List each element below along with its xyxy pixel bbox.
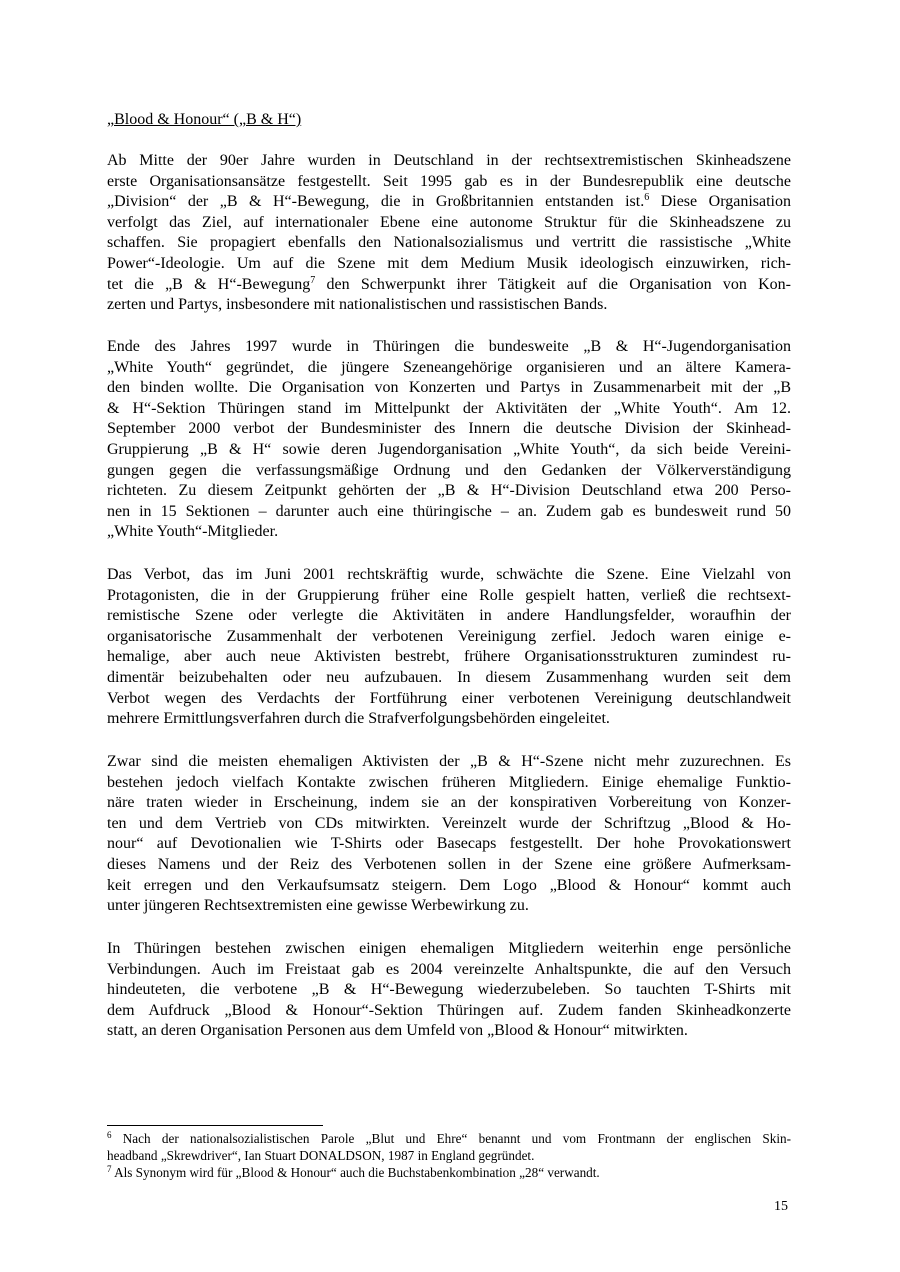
paragraph-4 (107, 752, 791, 917)
paragraph-line: hindeuteten, die verbotene „B & H“-Bewegung wiederzubeleben. So tauchten T-Shirts mit (107, 981, 791, 999)
paragraph-line: nour“ auf Devotionalien wie T-Shirts oder Basecaps festgestellt. Der hohe Provokationswert (107, 835, 791, 853)
paragraph-line: schaffen. Sie propagiert ebenfalls den Nationalsozialismus und vertritt die rassistische „White (107, 234, 791, 252)
paragraph-line: dieses Namens und der Reiz des Verbotenen sollen in der Szene eine größere Aufmerksam- (107, 855, 791, 873)
paragraph-line: dimentär beizubehalten oder neu aufzubauen. In diesem Zusammenhang wurden seit dem (107, 668, 791, 686)
line-text: „Division“ der „B & H“-Bewegung, die in Großbritannien entstanden ist. (107, 193, 645, 211)
paragraph-1 (107, 151, 791, 316)
footnote-7 (107, 1165, 791, 1182)
paragraph-line: Protagonisten, die in der Gruppierung früher eine Rolle gespielt hatten, verließ die rechtsext- (107, 586, 791, 604)
paragraph-line: ten und dem Vertrieb von CDs mitwirkten. Vereinzelt wurde der Schriftzug „Blood & Ho- (107, 814, 791, 832)
paragraph-line: bestehen jedoch vielfach Kontakte zwischen früheren Mitgliedern. Einige ehemalige Funktio- (107, 773, 791, 791)
paragraph-line: verfolgt das Ziel, auf internationaler Ebene eine autonome Struktur für die Skinheadszene zu (107, 213, 791, 231)
line-text: Diese Organisation (649, 193, 791, 211)
paragraph-line: keit erregen und den Verkaufsumsatz steigern. Dem Logo „Blood & Honour“ kommt auch (107, 876, 791, 894)
paragraph-line: gungen gegen die verfassungsmäßige Ordnung und den Gedanken der Völkerverständigung (107, 461, 791, 479)
footnote-text: Nach der nationalsozialistischen Parole „Blut und Ehre“ benannt und vom Frontmann der englischen Skin- (111, 1131, 791, 1146)
footnote-line (107, 1165, 791, 1182)
section-heading: „Blood & Honour“ („B & H“) (107, 111, 302, 128)
paragraph-line: Ende des Jahres 1997 wurde in Thüringen die bundesweite „B & H“-Jugendorganisation (107, 338, 791, 355)
footnote-line: headband „Skrewdriver“, Ian Stuart DONALDSON, 1987 in England gegründet. (107, 1147, 535, 1163)
footnote-number: 7 (107, 1164, 112, 1174)
paragraph-line: statt, an deren Organisation Personen aus dem Umfeld von „Blood & Honour“ mitwirkten. (107, 1022, 688, 1040)
paragraph-3 (107, 565, 791, 730)
paragraph-line: erste Organisationsansätze festgestellt. Seit 1995 gab es in der Bundesrepublik eine deutsche (107, 172, 791, 190)
paragraph-line: Das Verbot, das im Juni 2001 rechtskräftig wurde, schwächte die Szene. Eine Vielzahl von (107, 566, 791, 583)
paragraph-line: In Thüringen bestehen zwischen einigen ehemaligen Mitgliedern weiterhin enge persönliche (107, 940, 791, 957)
paragraph-line: „White Youth“-Mitglieder. (107, 523, 279, 541)
paragraph-line (107, 275, 791, 296)
paragraph-line: Gruppierung „B & H“ sowie deren Jugendorganisation „White Youth“, da sich beide Vereini- (107, 440, 791, 458)
paragraph-line: näre traten wieder in Erscheinung, indem sie an der konspirativen Vorbereitung von Konzer- (107, 794, 791, 812)
paragraph-line: organisatorische Zusammenhalt der verbotenen Vereinigung zerfiel. Jedoch waren einige e- (107, 627, 791, 645)
paragraph-line: unter jüngeren Rechtsextremisten eine gewisse Werbewirkung zu. (107, 897, 529, 915)
paragraph-line: September 2000 verbot der Bundesminister des Innern die deutsche Division der Skinhead- (107, 420, 791, 438)
footnote-separator (107, 1125, 323, 1126)
paragraph-line: richteten. Zu diesem Zeitpunkt gehörten der „B & H“-Division Deutschland etwa 200 Perso- (107, 482, 791, 500)
paragraph-line (107, 192, 791, 213)
paragraph-line: Ab Mitte der 90er Jahre wurden in Deutschland in der rechtsextremistischen Skinheadszene (107, 152, 791, 169)
line-text: tet die „B & H“-Bewegung (107, 275, 311, 293)
paragraph-line: hemalige, aber auch neue Aktivisten bestrebt, frühere Organisationsstrukturen zumindest ru- (107, 648, 791, 666)
paragraph-5 (107, 939, 791, 1042)
paragraph-line: Verbindungen. Auch im Freistaat gab es 2004 vereinzelte Anhaltspunkte, die auf den Versuch (107, 960, 791, 978)
footnote-number: 6 (107, 1130, 112, 1140)
paragraph-2 (107, 337, 791, 543)
paragraph-line: den binden wollte. Die Organisation von Konzerten und Partys in Zusammenarbeit mit der „B (107, 379, 791, 397)
paragraph-line: & H“-Sektion Thüringen stand im Mittelpunkt der Aktivitäten der „White Youth“. Am 12. (107, 399, 791, 417)
paragraph-line: nen in 15 Sektionen – darunter auch eine thüringische – an. Zudem gab es bundesweit rund 50 (107, 502, 791, 520)
footnote-line (107, 1131, 791, 1148)
footnote-ref-7[interactable]: 7 (310, 274, 316, 286)
paragraph-line: Zwar sind die meisten ehemaligen Aktivisten der „B & H“-Szene nicht mehr zuzurechnen. Es (107, 753, 791, 770)
paragraph-line: dem Aufdruck „Blood & Honour“-Sektion Thüringen auf. Zudem fanden Skinheadkonzerte (107, 1001, 791, 1019)
paragraph-line: „White Youth“ gegründet, die jüngere Szeneangehörige organisieren und an ältere Kamera- (107, 358, 791, 376)
paragraph-line: mehrere Ermittlungsverfahren durch die Strafverfolgungsbehörden eingeleitet. (107, 710, 610, 728)
page-number: 15 (774, 1199, 788, 1214)
paragraph-line: remistische Szene oder verlegte die Aktivitäten in andere Handlungsfelder, woraufhin der (107, 607, 791, 625)
footnote-text: Als Synonym wird für „Blood & Honour“ auch die Buchstabenkombination „28“ verwandt. (111, 1165, 600, 1180)
paragraph-line: Power“-Ideologie. Um auf die Szene mit dem Medium Musik ideologisch einzuwirken, rich- (107, 254, 791, 272)
paragraph-line: Verbot wegen des Verdachts der Fortführung einer verbotenen Vereinigung deutschlandweit (107, 689, 791, 707)
footnote-ref-6[interactable]: 6 (644, 192, 650, 204)
line-text: den Schwerpunkt ihrer Tätigkeit auf die Organisation von Kon- (315, 275, 792, 293)
paragraph-line: zerten und Partys, insbesondere mit nationalistischen und rassistischen Bands. (107, 296, 608, 314)
footnote-6 (107, 1131, 791, 1164)
